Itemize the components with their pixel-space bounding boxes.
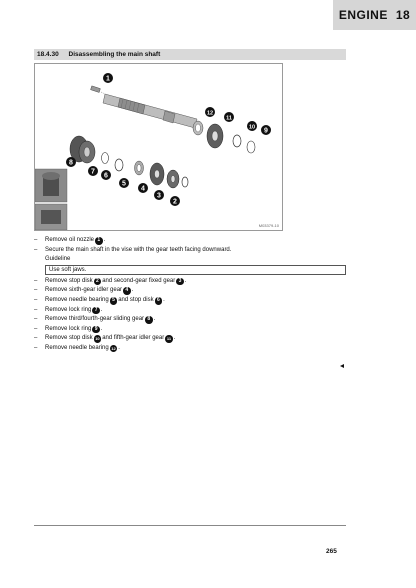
ref-badge: 1 — [95, 237, 103, 245]
svg-text:3: 3 — [157, 192, 161, 200]
stop-disk-10-part — [233, 135, 241, 147]
stop-disk-2-part — [182, 177, 188, 187]
step-6: – Remove lock ring 7 . — [34, 306, 103, 313]
ref-badge: 8 — [145, 316, 153, 324]
ref-badge: 3 — [176, 278, 184, 286]
section-title: Disassembling the main shaft — [68, 51, 161, 58]
section-heading — [34, 49, 346, 60]
ref-badge: 5 — [110, 297, 118, 305]
page-number: 265 — [326, 548, 337, 555]
callout-3 — [154, 190, 164, 200]
svg-text:5: 5 — [122, 180, 126, 188]
callout-9 — [261, 125, 271, 135]
inset-photo-bottom — [35, 204, 67, 230]
step-4: – Remove sixth-gear idler gear 4 . — [34, 287, 134, 294]
ref-badge: 4 — [123, 287, 131, 295]
ref-badge: 11 — [166, 336, 172, 342]
callout-10 — [247, 121, 257, 131]
ref-badge: 6 — [155, 297, 163, 305]
step-1: – Remove oil nozzle 1 . — [34, 237, 106, 243]
step-9: – Remove stop disk 10 and fifth-gear idler gear 11 . — [34, 335, 176, 342]
svg-text:11: 11 — [226, 115, 232, 122]
svg-text:2: 2 — [173, 198, 177, 206]
svg-text:12: 12 — [206, 110, 214, 117]
guideline-label: Guideline — [45, 256, 71, 263]
stop-disk-6-part — [115, 159, 123, 171]
oil-nozzle — [91, 86, 105, 94]
sixth-gear-4-part — [150, 163, 164, 185]
needle-bearing-12-part — [193, 121, 203, 135]
end-of-section-marker — [340, 364, 344, 368]
inset-photo-top — [35, 169, 67, 202]
step-2: – Secure the main shaft in the vise with the gear teeth facing downward. — [34, 246, 232, 253]
callout-7 — [88, 166, 98, 176]
callout-4 — [138, 183, 148, 193]
ref-badge: 2 — [94, 278, 102, 286]
svg-text:8: 8 — [69, 159, 73, 167]
chapter-tab — [333, 0, 416, 30]
step-3: – Remove stop disk 2 and second-gear fixed gear 3 . — [34, 277, 187, 284]
needle-bearing-5-part — [135, 161, 144, 175]
figure-id: M03379-10 — [258, 223, 279, 228]
ref-badge: 7 — [92, 307, 100, 315]
lock-ring-7-part — [102, 153, 109, 164]
ref-badge: 10 — [95, 336, 100, 342]
lock-ring-9-part — [247, 141, 255, 153]
ref-badge: 9 — [92, 326, 100, 334]
step-5: – Remove needle bearing 5 and stop disk 6 . — [34, 296, 165, 303]
svg-text:9: 9 — [264, 127, 268, 135]
svg-text:6: 6 — [104, 172, 108, 180]
footer-divider — [34, 525, 346, 526]
step-10: – Remove needle bearing 12 . — [34, 344, 120, 351]
callout-1 — [103, 73, 113, 83]
ref-badge: 12 — [111, 345, 116, 351]
section-number: 18.4.30 — [37, 51, 59, 58]
exploded-view-figure — [34, 63, 283, 231]
fifth-gear-11-part — [207, 124, 223, 148]
svg-text:4: 4 — [141, 185, 145, 193]
callout-11 — [224, 112, 234, 122]
svg-text:10: 10 — [248, 124, 256, 131]
callout-6 — [101, 170, 111, 180]
main-shaft — [103, 94, 197, 128]
svg-text:7: 7 — [91, 168, 95, 176]
callout-5 — [119, 178, 129, 188]
callout-8 — [66, 157, 76, 167]
chapter-title: ENGINE — [338, 8, 388, 22]
chapter-number: 18 — [395, 8, 411, 22]
guideline-box: Use soft jaws. — [45, 265, 346, 275]
second-gear-3-part — [167, 170, 179, 188]
step-7: – Remove third/fourth-gear sliding gear 8 . — [34, 316, 156, 323]
svg-text:1: 1 — [106, 75, 110, 83]
step-8: – Remove lock ring 9 . — [34, 325, 103, 332]
callout-12 — [205, 107, 215, 117]
main-shaft-illustration — [35, 64, 282, 230]
callout-2 — [170, 196, 180, 206]
procedure-steps — [34, 236, 346, 354]
